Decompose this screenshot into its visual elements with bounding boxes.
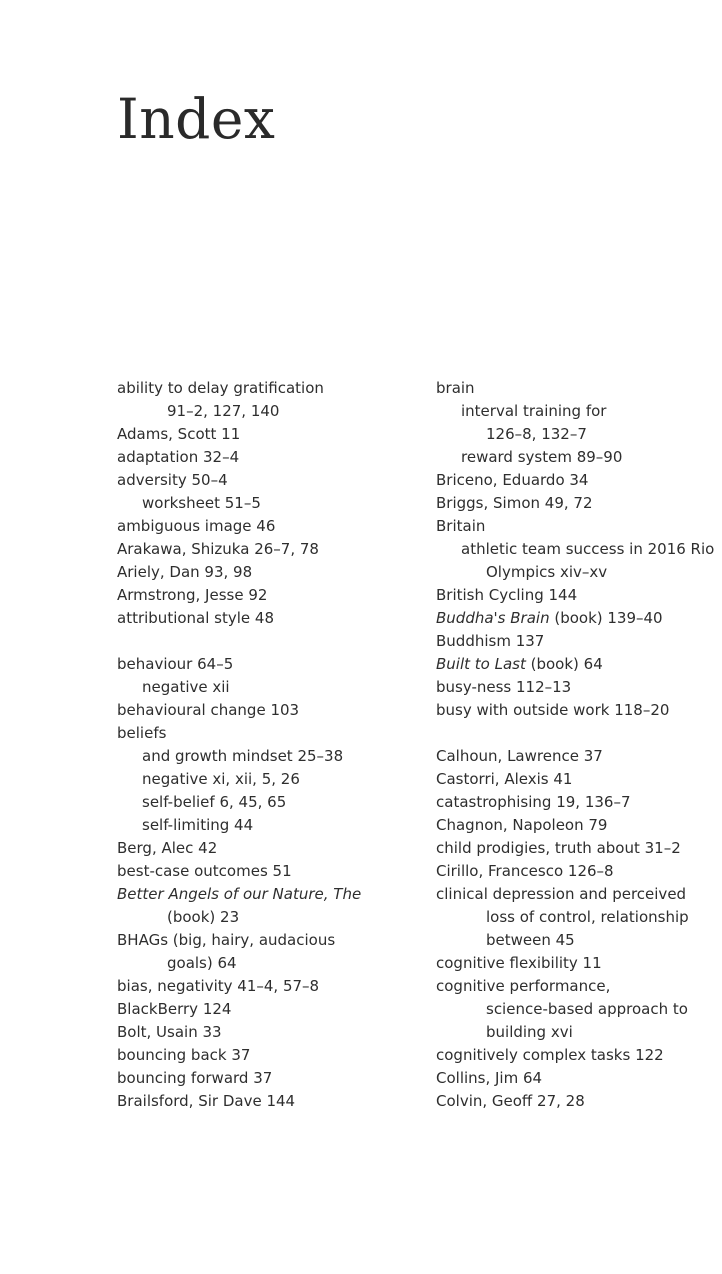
index-section-gap xyxy=(117,630,417,653)
index-entry: best-case outcomes 51 xyxy=(117,862,292,880)
index-entry: child prodigies, truth about 31–2 xyxy=(436,839,681,857)
index-subentry: science-based approach to xyxy=(486,1000,688,1018)
index-entry: ability to delay gratification xyxy=(117,379,324,397)
index-subentry: and growth mindset 25–38 xyxy=(142,747,344,765)
index-entry xyxy=(436,653,722,676)
index-column-left xyxy=(117,377,417,1113)
index-subentry: 126–8, 132–7 xyxy=(486,425,587,443)
index-entry: cognitive flexibility 11 xyxy=(436,954,602,972)
index-entry: Brailsford, Sir Dave 144 xyxy=(117,1092,296,1110)
index-entry: attributional style 48 xyxy=(117,609,275,627)
index-subentry: worksheet 51–5 xyxy=(142,494,261,512)
index-entry: catastrophising 19, 136–7 xyxy=(436,793,631,811)
index-entry: Armstrong, Jesse 92 xyxy=(117,586,268,604)
index-entry: Collins, Jim 64 xyxy=(436,1069,543,1087)
index-entry: Better Angels of our Nature, The xyxy=(117,885,362,903)
index-entry: behaviour 64–5 xyxy=(117,655,234,673)
index-subentry: reward system 89–90 xyxy=(461,448,623,466)
index-entry-title: Built to Last xyxy=(436,655,526,673)
index-entry: Briggs, Simon 49, 72 xyxy=(436,494,593,512)
index-entry: brain xyxy=(436,379,475,397)
index-entry: Arakawa, Shizuka 26–7, 78 xyxy=(117,540,319,558)
index-entry: Ariely, Dan 93, 98 xyxy=(117,563,253,581)
index-entry: Adams, Scott 11 xyxy=(117,425,241,443)
index-entry: busy with outside work 118–20 xyxy=(436,701,670,719)
index-entry: Britain xyxy=(436,517,486,535)
index-subentry: athletic team success in 2016 Rio xyxy=(461,540,715,558)
index-entry: Colvin, Geoff 27, 28 xyxy=(436,1092,585,1110)
index-entry xyxy=(436,607,722,630)
index-entry: clinical depression and perceived xyxy=(436,885,687,903)
index-subentry: self-belief 6, 45, 65 xyxy=(142,793,287,811)
index-subentry: 91–2, 127, 140 xyxy=(167,402,280,420)
index-entry: British Cycling 144 xyxy=(436,586,578,604)
index-entry: bias, negativity 41–4, 57–8 xyxy=(117,977,320,995)
index-entry: busy-ness 112–13 xyxy=(436,678,572,696)
index-subentry: loss of control, relationship xyxy=(486,908,689,926)
index-subentry: self-limiting 44 xyxy=(142,816,254,834)
index-entry: Bolt, Usain 33 xyxy=(117,1023,222,1041)
index-entry: beliefs xyxy=(117,724,167,742)
index-entry: BlackBerry 124 xyxy=(117,1000,232,1018)
index-entry: Chagnon, Napoleon 79 xyxy=(436,816,608,834)
index-entry-pages: (book) 64 xyxy=(525,655,603,673)
index-subentry: negative xi, xii, 5, 26 xyxy=(142,770,300,788)
index-entry: Cirillo, Francesco 126–8 xyxy=(436,862,614,880)
index-entry-title: Buddha's Brain xyxy=(436,609,550,627)
index-entry: adaptation 32–4 xyxy=(117,448,240,466)
index-entry: Buddhism 137 xyxy=(436,632,545,650)
index-entry: Castorri, Alexis 41 xyxy=(436,770,573,788)
page-title: Index xyxy=(117,87,276,151)
index-entry-pages: (book) 139–40 xyxy=(549,609,663,627)
index-entry: ambiguous image 46 xyxy=(117,517,276,535)
index-entry: bouncing back 37 xyxy=(117,1046,251,1064)
index-subentry: (book) 23 xyxy=(167,908,240,926)
index-entry: BHAGs (big, hairy, audacious xyxy=(117,931,336,949)
index-entry: bouncing forward 37 xyxy=(117,1069,273,1087)
index-subentry: between 45 xyxy=(486,931,575,949)
index-subentry: interval training for xyxy=(461,402,607,420)
index-entry: cognitive performance, xyxy=(436,977,611,995)
index-subentry: building xvi xyxy=(486,1023,573,1041)
index-column-right xyxy=(436,377,722,1113)
index-entry: Briceno, Eduardo 34 xyxy=(436,471,589,489)
index-subentry: negative xii xyxy=(142,678,230,696)
index-entry: behavioural change 103 xyxy=(117,701,300,719)
index-section-gap xyxy=(436,722,722,745)
index-entry: Calhoun, Lawrence 37 xyxy=(436,747,603,765)
index-entry: adversity 50–4 xyxy=(117,471,228,489)
index-entry: cognitively complex tasks 122 xyxy=(436,1046,664,1064)
index-subentry: Olympics xiv–xv xyxy=(486,563,608,581)
index-entry: Berg, Alec 42 xyxy=(117,839,218,857)
index-subentry: goals) 64 xyxy=(167,954,237,972)
